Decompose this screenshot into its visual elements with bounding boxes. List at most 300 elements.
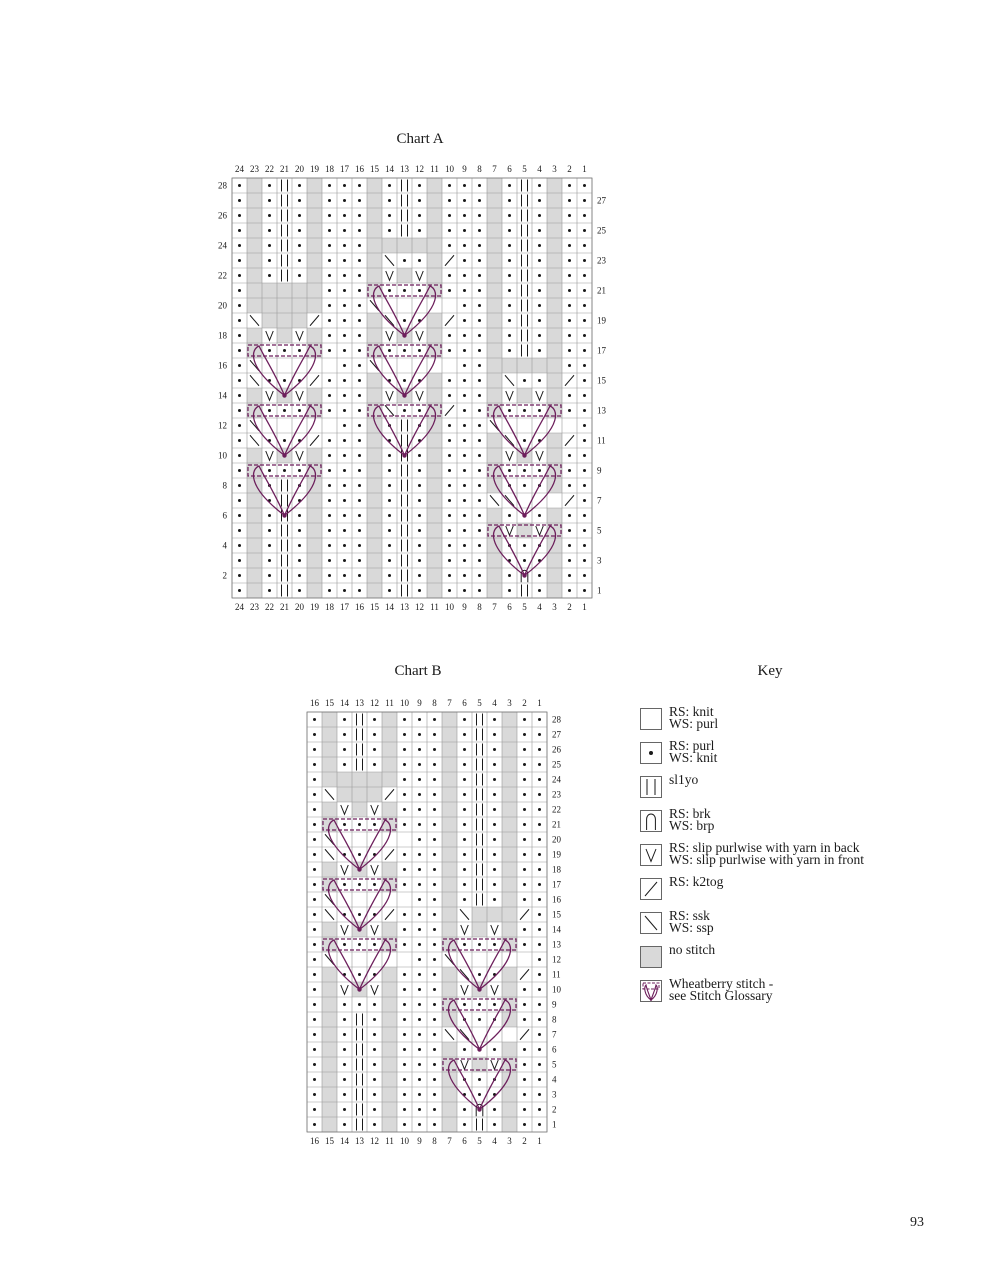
key-item	[640, 706, 960, 730]
chart-a-cell	[457, 448, 472, 463]
chart-a-cell	[247, 298, 262, 313]
purl-dot	[403, 409, 406, 412]
chart-b-cell	[457, 817, 472, 832]
purl-dot	[478, 409, 481, 412]
key-symbol-icon	[640, 912, 662, 934]
purl-dot	[418, 1048, 421, 1051]
purl-dot	[373, 1063, 376, 1066]
chart-b-cell	[397, 742, 412, 757]
purl-dot	[433, 793, 436, 796]
chart-b-cell	[427, 817, 442, 832]
purl-dot	[403, 913, 406, 916]
chart-a-cell	[502, 238, 517, 253]
purl-dot	[418, 838, 421, 841]
purl-dot	[478, 259, 481, 262]
purl-dot	[418, 574, 421, 577]
chart-a-cell	[562, 388, 577, 403]
purl-dot	[538, 304, 541, 307]
chart-b-cell	[337, 712, 352, 727]
chart-a-cell	[382, 568, 397, 583]
purl-dot	[343, 454, 346, 457]
chart-b-cell	[367, 787, 382, 802]
chart-a-cell	[337, 403, 352, 418]
chart-a-cell	[517, 298, 532, 313]
chart-a-cell	[322, 253, 337, 268]
chart-a-row-label: 4	[222, 540, 227, 551]
purl-dot	[418, 1078, 421, 1081]
chart-b-cell	[352, 1087, 367, 1102]
chart-b-cell	[502, 922, 517, 937]
chart-a-cell	[337, 433, 352, 448]
chart-a-cell	[562, 268, 577, 283]
purl-dot	[493, 733, 496, 736]
chart-b-cell	[397, 967, 412, 982]
chart-a-cell	[577, 178, 592, 193]
purl-dot	[268, 199, 271, 202]
purl-dot	[568, 409, 571, 412]
chart-b-cell	[412, 1087, 427, 1102]
chart-b-cell	[337, 772, 352, 787]
key-symbol-icon	[640, 980, 662, 1002]
chart-a-cell	[292, 298, 307, 313]
purl-dot	[568, 259, 571, 262]
chart-a-cell	[277, 223, 292, 238]
purl-dot	[523, 793, 526, 796]
chart-b-col-label-top: 16	[310, 698, 319, 708]
purl-dot	[418, 808, 421, 811]
purl-dot	[463, 454, 466, 457]
chart-b-cell	[337, 742, 352, 757]
purl-dot	[343, 484, 346, 487]
purl-dot	[313, 1108, 316, 1111]
chart-a-cell	[292, 328, 307, 343]
chart-a-cell	[367, 178, 382, 193]
chart-b-cell	[442, 1117, 457, 1132]
chart-a-cell	[457, 223, 472, 238]
purl-dot	[493, 1123, 496, 1126]
chart-b-cell	[427, 727, 442, 742]
chart-a-cell	[337, 508, 352, 523]
chart-b-row-label: 23	[552, 789, 561, 800]
chart-a-cell	[547, 343, 562, 358]
purl-dot	[538, 928, 541, 931]
chart-b-cell	[322, 742, 337, 757]
chart-b-cell	[502, 817, 517, 832]
chart-b-row-label: 11	[552, 969, 561, 980]
purl-dot	[463, 499, 466, 502]
key-legend	[640, 706, 960, 1012]
purl-dot	[508, 469, 511, 472]
purl-dot	[538, 1063, 541, 1066]
purl-dot	[568, 469, 571, 472]
chart-a-cell	[367, 478, 382, 493]
purl-dot	[538, 793, 541, 796]
purl-dot	[583, 559, 586, 562]
chart-a-grid	[210, 158, 630, 618]
key-item-label: RS: purl	[669, 738, 715, 753]
chart-a-cell	[487, 358, 502, 373]
chart-a-cell	[442, 358, 457, 373]
purl-dot	[463, 574, 466, 577]
chart-a-cell	[232, 178, 247, 193]
chart-b-cell	[322, 1102, 337, 1117]
chart-a-col-label-top: 22	[265, 164, 274, 174]
chart-a-cell	[262, 568, 277, 583]
purl-dot	[313, 793, 316, 796]
chart-b-cell	[487, 742, 502, 757]
chart-a-cell	[277, 538, 292, 553]
purl-dot	[343, 409, 346, 412]
chart-b-cell	[502, 1117, 517, 1132]
chart-b-cell	[457, 712, 472, 727]
chart-b-cell	[352, 997, 367, 1012]
chart-a-cell	[232, 568, 247, 583]
chart-a-cell	[337, 463, 352, 478]
purl-dot	[418, 559, 421, 562]
purl-dot	[343, 1108, 346, 1111]
chart-b-cell	[472, 1087, 487, 1102]
chart-b-cell	[397, 712, 412, 727]
purl-dot	[583, 469, 586, 472]
chart-a-cell	[397, 298, 412, 313]
purl-dot	[508, 199, 511, 202]
purl-dot	[508, 349, 511, 352]
chart-a-cell	[502, 208, 517, 223]
chart-a-cell	[277, 358, 292, 373]
purl-dot	[328, 199, 331, 202]
chart-a-row-label: 24	[218, 240, 227, 251]
purl-dot	[583, 274, 586, 277]
chart-a-cell	[232, 553, 247, 568]
purl-dot	[448, 379, 451, 382]
chart-a-row-label: 21	[597, 285, 606, 296]
chart-a-cell	[547, 493, 562, 508]
chart-a-row-label: 16	[218, 360, 227, 371]
purl-dot	[433, 898, 436, 901]
purl-dot	[403, 883, 406, 886]
purl-dot	[478, 574, 481, 577]
purl-dot	[238, 199, 241, 202]
chart-b-cell	[322, 1072, 337, 1087]
chart-b-cell	[382, 1087, 397, 1102]
chart-a-cell	[457, 403, 472, 418]
purl-dot	[463, 424, 466, 427]
purl-dot	[418, 928, 421, 931]
purl-dot	[388, 544, 391, 547]
chart-b-cell	[502, 772, 517, 787]
chart-a-cell	[322, 478, 337, 493]
chart-a-cell	[427, 268, 442, 283]
purl-dot	[448, 184, 451, 187]
chart-b-col-label-bottom: 11	[385, 1136, 394, 1146]
chart-b-cell	[517, 772, 532, 787]
chart-a-cell	[307, 178, 322, 193]
purl-dot	[538, 748, 541, 751]
purl-dot	[418, 454, 421, 457]
chart-b-cell	[382, 907, 397, 922]
chart-a-cell	[472, 583, 487, 598]
chart-a-cell	[517, 253, 532, 268]
chart-a-cell	[262, 193, 277, 208]
chart-b-cell	[442, 742, 457, 757]
key-item-label: RS: ssk	[669, 908, 710, 923]
chart-b-cell	[427, 1117, 442, 1132]
purl-dot	[343, 733, 346, 736]
chart-a-cell	[532, 178, 547, 193]
chart-b-cell	[307, 1102, 322, 1117]
purl-dot	[238, 214, 241, 217]
chart-a-cell	[322, 283, 337, 298]
purl-dot	[268, 559, 271, 562]
purl-dot	[268, 349, 271, 352]
chart-b-row-label: 3	[552, 1089, 557, 1100]
chart-a-cell	[307, 283, 322, 298]
purl-dot	[493, 793, 496, 796]
purl-dot	[493, 808, 496, 811]
purl-dot	[343, 199, 346, 202]
chart-b-cell	[517, 922, 532, 937]
chart-b-cell	[517, 877, 532, 892]
chart-a-cell	[337, 523, 352, 538]
chart-a-cell	[277, 253, 292, 268]
chart-a-cell	[277, 493, 292, 508]
chart-b-cell	[307, 862, 322, 877]
purl-dot	[418, 469, 421, 472]
chart-a-cell	[232, 268, 247, 283]
chart-a-cell	[382, 208, 397, 223]
purl-dot	[358, 229, 361, 232]
purl-dot	[313, 718, 316, 721]
purl-dot	[463, 439, 466, 442]
chart-b-cell	[367, 982, 382, 997]
chart-b-cell	[412, 907, 427, 922]
purl-dot	[358, 394, 361, 397]
chart-b-cell	[382, 772, 397, 787]
chart-a-cell	[442, 373, 457, 388]
chart-a-cell	[487, 178, 502, 193]
chart-b-cell	[352, 802, 367, 817]
purl-dot	[343, 394, 346, 397]
purl-dot	[538, 1033, 541, 1036]
chart-b-cell	[307, 742, 322, 757]
chart-b-cell	[322, 967, 337, 982]
purl-dot	[238, 454, 241, 457]
chart-a-cell	[412, 193, 427, 208]
purl-dot	[463, 484, 466, 487]
chart-b-cell	[412, 862, 427, 877]
purl-dot	[538, 184, 541, 187]
purl-dot	[358, 439, 361, 442]
chart-a-cell	[412, 253, 427, 268]
purl-dot	[493, 853, 496, 856]
chart-b-cell	[352, 787, 367, 802]
chart-a-cell	[517, 553, 532, 568]
purl-dot	[538, 409, 541, 412]
chart-a-cell	[577, 523, 592, 538]
chart-b-cell	[457, 877, 472, 892]
chart-b-cell	[397, 1027, 412, 1042]
chart-a-row-label: 9	[597, 465, 602, 476]
chart-a-cell	[292, 568, 307, 583]
chart-b-cell	[502, 787, 517, 802]
chart-a-cell	[502, 358, 517, 373]
purl-dot	[478, 544, 481, 547]
purl-dot	[403, 763, 406, 766]
chart-b-cell	[487, 727, 502, 742]
chart-b-cell	[442, 982, 457, 997]
purl-dot	[418, 883, 421, 886]
purl-dot	[463, 259, 466, 262]
page-number: 93	[910, 1215, 924, 1230]
chart-b-cell	[517, 727, 532, 742]
chart-a-cell	[292, 388, 307, 403]
chart-b-cell	[382, 847, 397, 862]
chart-b-cell	[382, 1102, 397, 1117]
key-item	[640, 774, 960, 798]
chart-a-cell	[547, 433, 562, 448]
purl-dot	[523, 808, 526, 811]
purl-dot	[418, 259, 421, 262]
purl-dot	[388, 349, 391, 352]
chart-a-cell	[457, 328, 472, 343]
chart-a-cell	[322, 313, 337, 328]
chart-b-row-label: 17	[552, 879, 561, 890]
chart-a-cell	[487, 238, 502, 253]
chart-a-cell	[232, 523, 247, 538]
chart-a-cell	[487, 208, 502, 223]
chart-b-cell	[367, 862, 382, 877]
purl-dot	[358, 304, 361, 307]
purl-dot	[568, 544, 571, 547]
chart-a-cell	[577, 313, 592, 328]
purl-dot	[238, 559, 241, 562]
purl-dot	[238, 349, 241, 352]
chart-a-cell	[427, 433, 442, 448]
purl-dot	[403, 718, 406, 721]
purl-dot	[508, 259, 511, 262]
chart-a-cell	[532, 373, 547, 388]
chart-b-row-label: 4	[552, 1074, 557, 1085]
chart-a-cell	[412, 208, 427, 223]
chart-a-col-label-bottom: 7	[492, 602, 497, 612]
chart-a-cell	[397, 538, 412, 553]
purl-dot	[238, 304, 241, 307]
chart-b-cell	[307, 1087, 322, 1102]
purl-dot	[328, 394, 331, 397]
purl-dot	[238, 589, 241, 592]
chart-a-cell	[397, 358, 412, 373]
chart-a-col-label-top: 7	[492, 164, 497, 174]
chart-a-cell	[442, 538, 457, 553]
chart-a-cell	[517, 343, 532, 358]
chart-a-cell	[382, 493, 397, 508]
purl-dot	[388, 499, 391, 502]
chart-a-col-label-bottom: 11	[430, 602, 439, 612]
chart-b-cell	[457, 742, 472, 757]
purl-dot	[463, 1108, 466, 1111]
chart-a-cell	[367, 493, 382, 508]
purl-dot	[583, 379, 586, 382]
chart-b-cell	[397, 937, 412, 952]
purl-dot	[523, 1078, 526, 1081]
purl-dot	[313, 823, 316, 826]
chart-a-cell	[457, 358, 472, 373]
purl-dot	[583, 184, 586, 187]
purl-dot	[313, 748, 316, 751]
chart-a-cell	[367, 388, 382, 403]
chart-a-cell	[397, 253, 412, 268]
chart-a-cell	[487, 343, 502, 358]
purl-dot	[238, 334, 241, 337]
purl-dot	[478, 454, 481, 457]
purl-dot	[358, 379, 361, 382]
chart-a-cell	[247, 433, 262, 448]
purl-dot	[343, 1033, 346, 1036]
chart-b-cell	[517, 757, 532, 772]
chart-a-cell	[322, 388, 337, 403]
chart-a-cell	[472, 208, 487, 223]
chart-b-cell	[352, 907, 367, 922]
chart-b-cell	[532, 1042, 547, 1057]
chart-a-cell	[232, 373, 247, 388]
purl-dot	[463, 763, 466, 766]
purl-dot	[343, 748, 346, 751]
chart-a-cell	[562, 373, 577, 388]
chart-a-cell	[427, 373, 442, 388]
purl-dot	[418, 853, 421, 856]
chart-a-cell	[352, 568, 367, 583]
chart-a-col-label-bottom: 8	[477, 602, 482, 612]
chart-a-cell	[412, 463, 427, 478]
chart-a-cell	[232, 283, 247, 298]
chart-a-cell	[517, 433, 532, 448]
purl-dot	[583, 364, 586, 367]
purl-dot	[418, 1003, 421, 1006]
purl-dot	[463, 514, 466, 517]
chart-a-cell	[577, 343, 592, 358]
chart-a-cell	[262, 223, 277, 238]
chart-b-cell	[517, 1087, 532, 1102]
chart-a-cell	[562, 208, 577, 223]
purl-dot	[403, 379, 406, 382]
chart-a-col-label-top: 13	[400, 164, 409, 174]
chart-a-row-label: 14	[218, 390, 227, 401]
purl-dot	[508, 319, 511, 322]
chart-a-cell	[277, 478, 292, 493]
chart-a-cell	[532, 328, 547, 343]
purl-dot	[343, 364, 346, 367]
purl-dot	[523, 748, 526, 751]
chart-a-cell	[472, 328, 487, 343]
purl-dot	[403, 1018, 406, 1021]
purl-dot	[568, 574, 571, 577]
chart-a-cell	[547, 508, 562, 523]
chart-b-cell	[367, 922, 382, 937]
chart-b-cell	[487, 907, 502, 922]
chart-a-cell	[427, 523, 442, 538]
chart-a-cell	[442, 508, 457, 523]
chart-b-cell	[472, 967, 487, 982]
purl-dot	[268, 184, 271, 187]
purl-dot	[463, 364, 466, 367]
purl-dot	[238, 514, 241, 517]
chart-b-cell	[442, 1102, 457, 1117]
chart-b-cell	[337, 802, 352, 817]
chart-a-cell	[352, 538, 367, 553]
chart-b-cell	[382, 922, 397, 937]
purl-dot	[343, 544, 346, 547]
chart-b-cell	[322, 997, 337, 1012]
